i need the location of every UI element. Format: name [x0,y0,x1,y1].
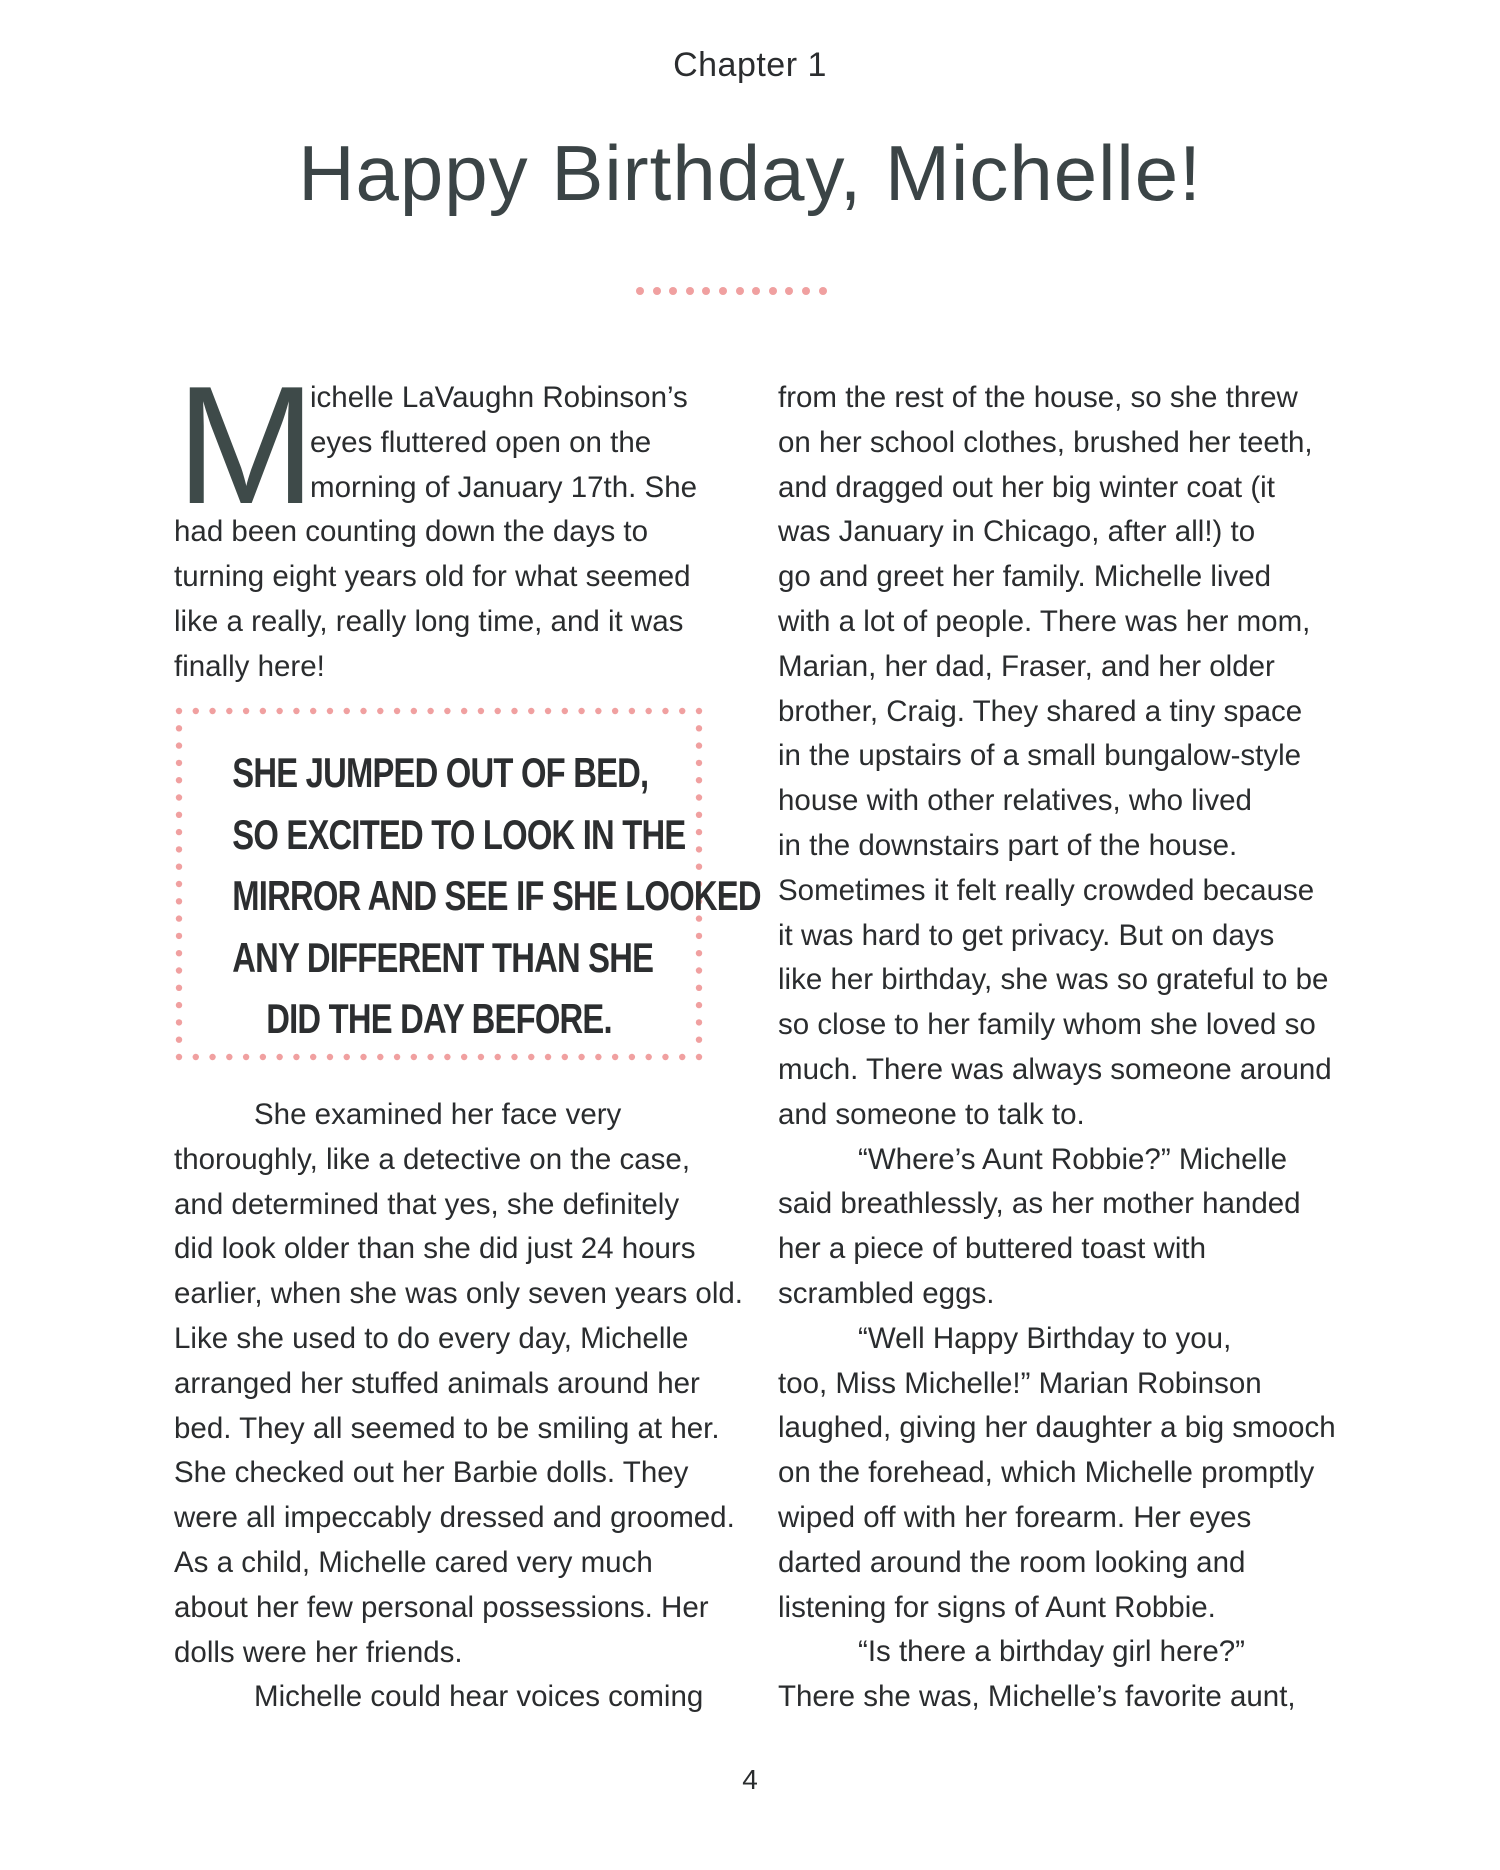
border-dot [545,708,551,714]
text-line: about her few personal possessions. Her [174,1590,709,1624]
border-dot [444,1054,450,1060]
text-line: Like she used to do every day, Michelle [174,1321,689,1355]
text-line: Sometimes it felt really crowded because [778,873,1315,907]
pull-quote-line: SO EXCITED TO LOOK IN THE [232,810,686,858]
border-dot [360,1054,366,1060]
title-dot-divider [636,282,876,296]
text-line: on the forehead, which Michelle promptly [778,1456,1315,1490]
border-dot [260,1054,266,1060]
divider-dot [802,287,810,295]
text-line: in the downstairs part of the house. [778,828,1238,862]
text-line: much. There was always someone around [778,1052,1332,1086]
border-dot [461,1054,467,1060]
drop-cap-lines [310,376,697,510]
text-line: her a piece of buttered toast with [778,1232,1207,1266]
text-line: go and greet her family. Michelle lived [778,560,1272,594]
border-dot [176,708,182,714]
border-dot [276,1054,282,1060]
text-line: with a lot of people. There was her mom, [778,604,1311,638]
divider-dot [719,287,727,295]
divider-dot [769,287,777,295]
text-line: listening for signs of Aunt Robbie. [778,1590,1216,1624]
text-line: said breathlessly, as her mother handed [778,1187,1301,1221]
right-column [778,376,1334,1720]
pull-quote-text [174,742,761,1050]
border-dot [394,1054,400,1060]
border-dot [595,1054,601,1060]
border-dot [193,708,199,714]
border-dot [427,708,433,714]
border-dot [226,708,232,714]
border-dot [276,708,282,714]
text-line: bed. They all seemed to be smiling at her. [174,1411,720,1445]
text-line: “Well Happy Birthday to you, [858,1321,1232,1355]
text-line: She examined her face very [254,1098,622,1131]
text-line: and dragged out her big winter coat (it [778,470,1275,504]
border-dot [226,1054,232,1060]
border-dot [243,1054,249,1060]
border-dot [595,708,601,714]
text-line: like her birthday, she was so grateful to be [778,963,1329,997]
text-line: There she was, Michelle’s favorite aunt, [778,1680,1296,1714]
text-line: brother, Craig. They shared a tiny space [778,694,1303,728]
border-dot [696,1054,702,1060]
text-line: so close to her family whom she loved so [778,1008,1316,1042]
border-dot [645,708,651,714]
text-line: darted around the room looking and [778,1545,1246,1579]
border-dot [461,708,467,714]
border-dot [209,1054,215,1060]
divider-dot [653,287,661,295]
border-dot [310,708,316,714]
border-dot [344,1054,350,1060]
text-line: Marian, her dad, Fraser, and her older [778,649,1275,683]
border-dot [377,1054,383,1060]
border-dot [528,708,534,714]
border-dot [243,708,249,714]
text-line: finally here! [174,649,325,683]
border-dot [578,708,584,714]
text-line: was January in Chicago, after all!) to [778,515,1256,549]
border-dot [562,1054,568,1060]
border-dot [511,1054,517,1060]
text-line: arranged her stuffed animals around her [174,1366,700,1400]
border-dot [662,708,668,714]
divider-dot [686,287,694,295]
text-line: wiped off with her forearm. Her eyes [778,1500,1252,1534]
border-dot [662,1054,668,1060]
text-line: scrambled eggs. [778,1276,995,1310]
border-dot [645,1054,651,1060]
text-line: She checked out her Barbie dolls. They [174,1456,689,1490]
text-line: Michelle could hear voices coming [254,1680,704,1714]
border-dot [327,708,333,714]
border-dot [545,1054,551,1060]
text-line: did look older than she did just 24 hours [174,1232,696,1266]
border-dot [495,708,501,714]
text-line: on her school clothes, brushed her teeth, [778,425,1313,459]
left-column-continued [174,1093,743,1720]
text-line: too, Miss Michelle!” Marian Robinson [778,1366,1262,1400]
text-line: earlier, when she was only seven years old. [174,1277,743,1311]
border-dot [209,708,215,714]
text-line: “Is there a birthday girl here?” [858,1635,1245,1669]
text-line: turning eight years old for what seemed [174,560,691,594]
text-line: house with other relatives, who lived [778,784,1252,818]
border-dot [528,1054,534,1060]
border-dot [612,708,618,714]
text-line: ichelle LaVaughn Robinson’s [310,381,688,414]
border-dot [344,708,350,714]
border-dot [696,708,702,714]
border-dot [478,708,484,714]
text-line: and determined that yes, she definitely [174,1187,680,1221]
text-line: in the upstairs of a small bungalow-style [778,739,1302,773]
text-line: it was hard to get privacy. But on days [778,918,1275,952]
border-dot [696,725,702,731]
border-dot [411,1054,417,1060]
divider-dot [819,287,827,295]
border-dot [679,1054,685,1060]
border-dot [293,708,299,714]
border-dot [562,708,568,714]
border-dot [478,1054,484,1060]
pull-quote-line: ANY DIFFERENT THAN SHE [232,933,654,981]
border-dot [411,708,417,714]
left-column [174,351,730,690]
divider-dot [785,287,793,295]
text-line: eyes fluttered open on the [310,425,652,459]
text-line: were all impeccably dressed and groomed. [174,1501,735,1535]
divider-dot [636,287,644,295]
border-dot [612,1054,618,1060]
border-dot [293,1054,299,1060]
divider-dot [669,287,677,295]
pull-quote-line: SHE JUMPED OUT OF BED, [232,749,649,796]
border-dot [360,708,366,714]
border-dot [377,708,383,714]
text-line: “Where’s Aunt Robbie?” Michelle [858,1142,1288,1176]
divider-dot [702,287,710,295]
chapter-title: Happy Birthday, Michelle! [298,129,1202,217]
border-dot [427,1054,433,1060]
text-line: As a child, Michelle cared very much [174,1545,653,1579]
border-dot [444,708,450,714]
text-line: thoroughly, like a detective on the case, [174,1142,691,1176]
border-dot [629,1054,635,1060]
border-dot [310,1054,316,1060]
border-dot [327,1054,333,1060]
chapter-label: Chapter 1 [673,46,827,84]
page-number: 4 [742,1764,758,1795]
border-dot [193,1054,199,1060]
border-dot [495,1054,501,1060]
border-dot [394,708,400,714]
text-line: laughed, giving her daughter a big smooch [778,1411,1336,1445]
border-dot [511,708,517,714]
divider-dot [736,287,744,295]
text-line: and someone to talk to. [778,1097,1085,1131]
pull-quote-line: MIRROR AND SEE IF SHE LOOKED [232,872,761,919]
pull-quote-box [174,706,761,1062]
drop-cap: M [176,351,312,539]
border-dot [176,725,182,731]
text-line: like a really, really long time, and it was [174,604,684,638]
text-line: had been counting down the days to [174,515,649,549]
text-line: morning of January 17th. She [310,470,698,504]
text-line: dolls were her friends. [174,1635,463,1669]
divider-dot [752,287,760,295]
text-line: from the rest of the house, so she threw [778,381,1298,414]
border-dot [260,708,266,714]
border-dot [679,708,685,714]
pull-quote-line: DID THE DAY BEFORE. [266,995,612,1042]
border-dot [629,708,635,714]
border-dot [176,1054,182,1060]
border-dot [578,1054,584,1060]
